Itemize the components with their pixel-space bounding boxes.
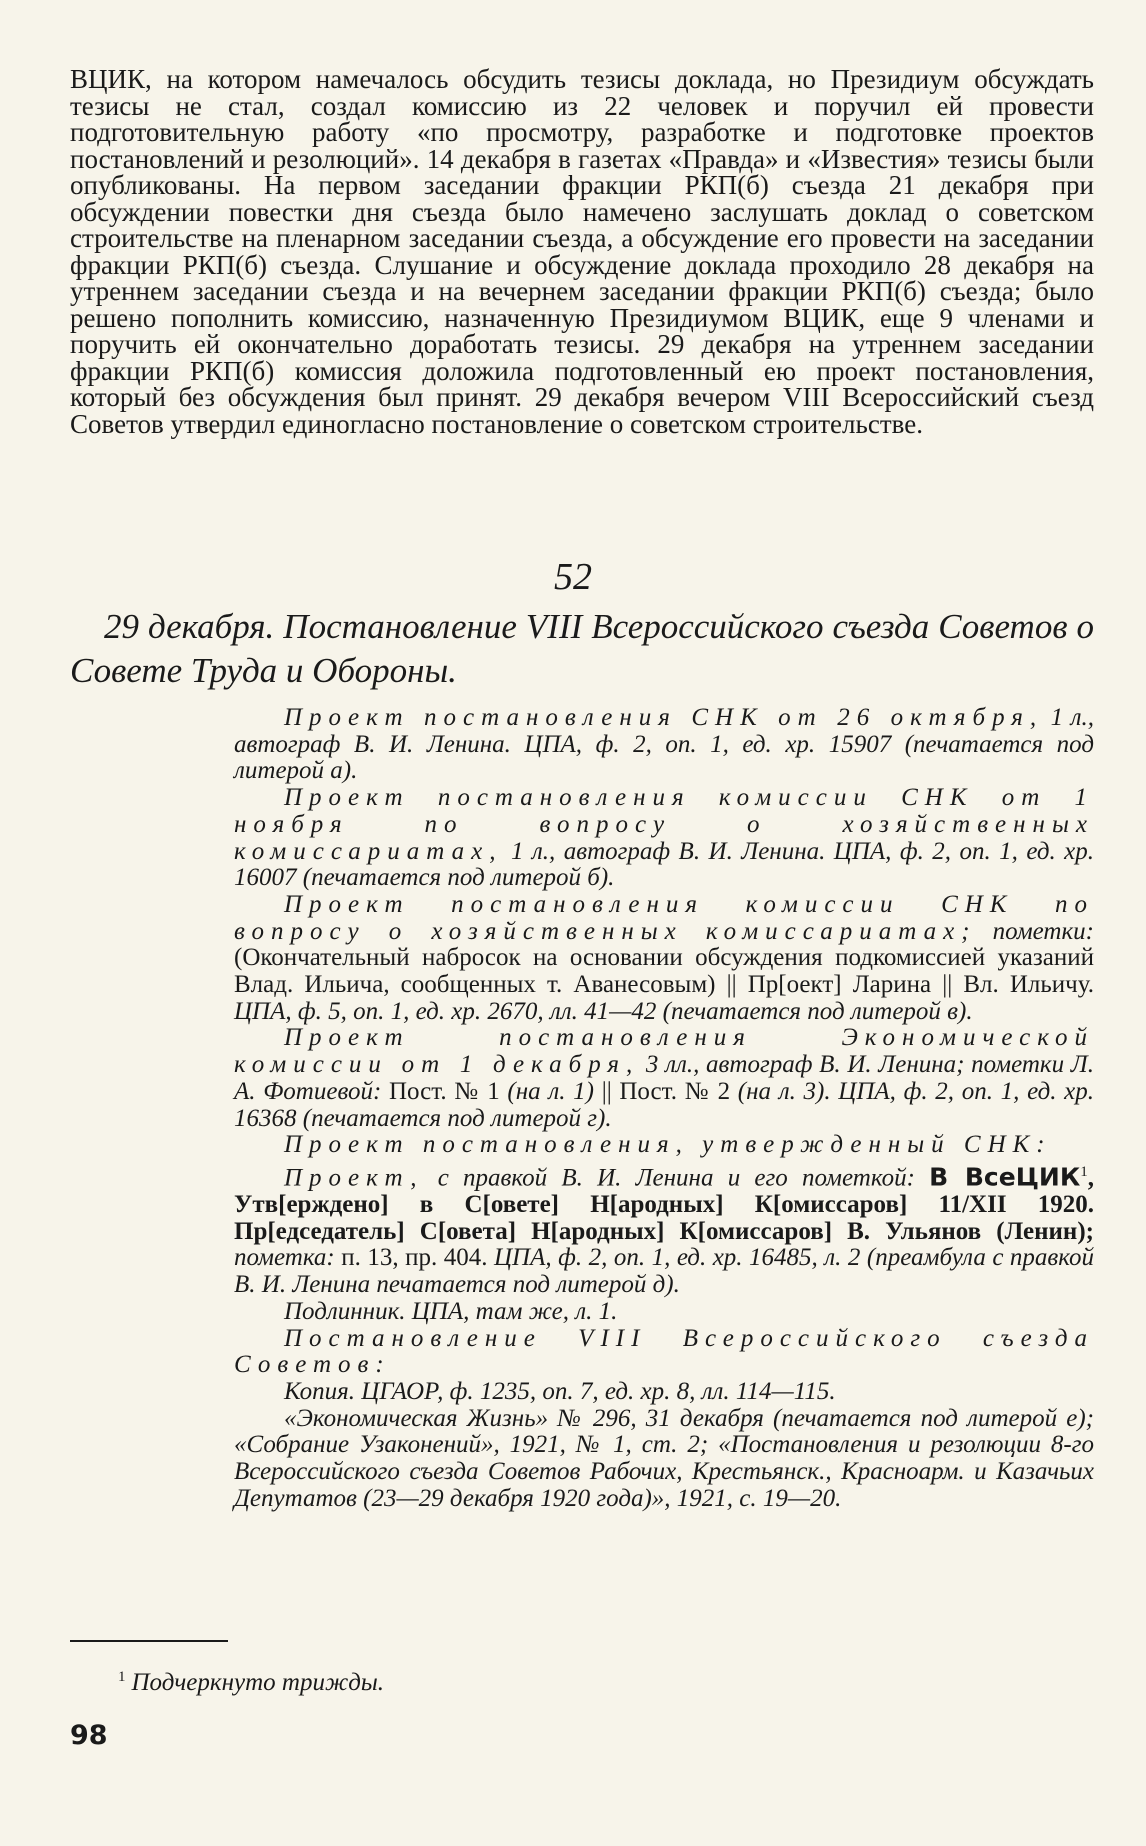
source-reference: 1 л., автограф В. И. Ленина. ЦПА, ф. 2, оп. 1, ед. хр. 15907 (печатается под литерой а). — [234, 704, 1094, 785]
source-entry — [234, 892, 1094, 1026]
source-bold-text: , Утв[ерждено] в С[овете] Н[ародных] К[омиссаров] 11/XII 1920. Пр[едседатель] С[овета] Н[ародных] К[омиссаров] В. Ульянов (Ленин); — [234, 1164, 1095, 1245]
source-spaced-heading: Проект постановления, утвержденный СНК: — [284, 1131, 1052, 1159]
source-label: пометки: — [992, 917, 1094, 945]
source-reference: (на л. 3). ЦПА, ф. 2, оп. 1, ед. хр. 16368 (печатается под литерой г). — [234, 1077, 1095, 1132]
source-heavy-text: В ВсеЦИК — [929, 1162, 1081, 1192]
source-quoted-text: (Окончательный набросок на основании обсуждения подкомиссией указаний Влад. Ильича, сообщенных т. Аванесовым) || Пр[оект] Ларина || Вл. Ильичу. — [234, 944, 1094, 999]
footnote-marker: 1 — [118, 1669, 126, 1685]
source-label: пометка: — [234, 1244, 335, 1272]
source-reference: 3 лл., автограф В. И. Ленина; пометки Л. А. Фотиевой: — [234, 1051, 1094, 1105]
source-entry: «Экономическая Жизнь» № 296, 31 декабря (печатается под литерой е); «Собрание Узаконений», 1921, № 1, ст. 2; «Постановления и резолюции 8-го Всероссийского съезда Советов Рабочих, Крестьянск., Красноарм. и Казачьих Депутатов (23—29 декабря 1920 года)», 1921, с. 19—20. — [234, 1404, 1094, 1512]
source-reference: (на л. 1) — [507, 1077, 594, 1105]
source-reference: с правкой В. И. Ленина и его пометкой: — [437, 1164, 915, 1192]
document-title: 29 декабря. Постановление VIII Всероссийского съезда Советов о Совете Труда и Обороны. — [70, 607, 1094, 690]
source-quoted-text: п. 13, пр. 404. — [341, 1244, 488, 1272]
source-quoted-text: Пост. № 1 — [389, 1077, 500, 1105]
source-entry — [234, 1132, 1094, 1159]
source-entry — [234, 785, 1094, 892]
document-number: 52 — [554, 556, 592, 598]
source-entry: Подлинник. ЦПА, там же, л. 1. — [284, 1297, 618, 1325]
body-paragraph: ВЦИК, на котором намечалось обсудить тезисы доклада, но Президиум обсуждать тезисы не стал, создал комиссию из 22 человек и поручил ей провести подготовительную работу «по просмотру, разработке и подготовке проектов постановлений и резолюций». 14 декабря в газетах «Правда» и «Известия» тезисы были опубликованы. На первом заседании фракции РКП(б) съезда 21 декабря при обсуждении повестки дня съезда было намечено заслушать доклад о советском строительстве на пленарном заседании съезда, а обсуждение его провести на заседании фракции РКП(б) съезда. Слушание и обсуждение доклада проходило 28 декабря на утреннем заседании съезда и на вечернем заседании фракции РКП(б) съезда; было решено пополнить комиссию, назначенную Президиумом ВЦИК, еще 9 членами и поручить ей окончательно доработать тезисы. 29 декабря на утреннем заседании фракции РКП(б) комиссия доложила подготовленный ею проект постановления, который без обсуждения был принят. 29 декабря вечером VIII Всероссийский съезд Советов утвердил единогласно постановление о советском строительстве. — [70, 64, 1094, 439]
source-reference: ЦПА, ф. 5, оп. 1, ед. хр. 2670, лл. 41—42 (печатается под литерой в). — [234, 997, 973, 1025]
footnote — [118, 1662, 384, 1698]
footnote-divider — [70, 1640, 228, 1642]
source-entry — [234, 1025, 1094, 1132]
source-entry — [234, 1326, 1094, 1379]
source-spaced-heading: Постановление VIII Всероссийского съезда Советов: — [234, 1324, 1094, 1379]
source-reference: ЦПА, ф. 2, оп. 1, ед. хр. 16485, л. 2 (преамбула с правкой В. И. Ленина печатается под литерой д). — [234, 1244, 1095, 1299]
source-entry — [234, 705, 1094, 785]
source-spaced-heading: Проект постановления комиссии СНК от 1 ноября по вопросу о хозяйственных комиссариатах, — [234, 784, 1094, 865]
source-spaced-heading: Проект, — [284, 1164, 424, 1192]
source-entry: Копия. ЦГАОР, ф. 1235, оп. 7, ед. хр. 8, лл. 114—115. — [284, 1377, 836, 1405]
footnote-ref: 1 — [1080, 1163, 1088, 1180]
source-spaced-heading: Проект постановления Экономической комиссии от 1 декабря, — [234, 1024, 1094, 1079]
archival-sources — [234, 705, 1094, 1512]
source-quoted-text: || Пост. № 2 — [601, 1077, 731, 1105]
page-number: 98 — [70, 1720, 108, 1751]
source-entry — [234, 1159, 1094, 1299]
footnote-text: Подчеркнуто трижды. — [131, 1669, 385, 1697]
source-spaced-heading: Проект постановления комиссии СНК по вопросу о хозяйственных комиссариатах; — [234, 890, 1094, 945]
source-reference: 1 л., автограф В. И. Ленина. ЦПА, ф. 2, оп. 1, ед. хр. 16007 (печатается под литерой б). — [234, 837, 1094, 892]
source-spaced-heading: Проект постановления СНК от 26 октября, — [284, 704, 1044, 731]
